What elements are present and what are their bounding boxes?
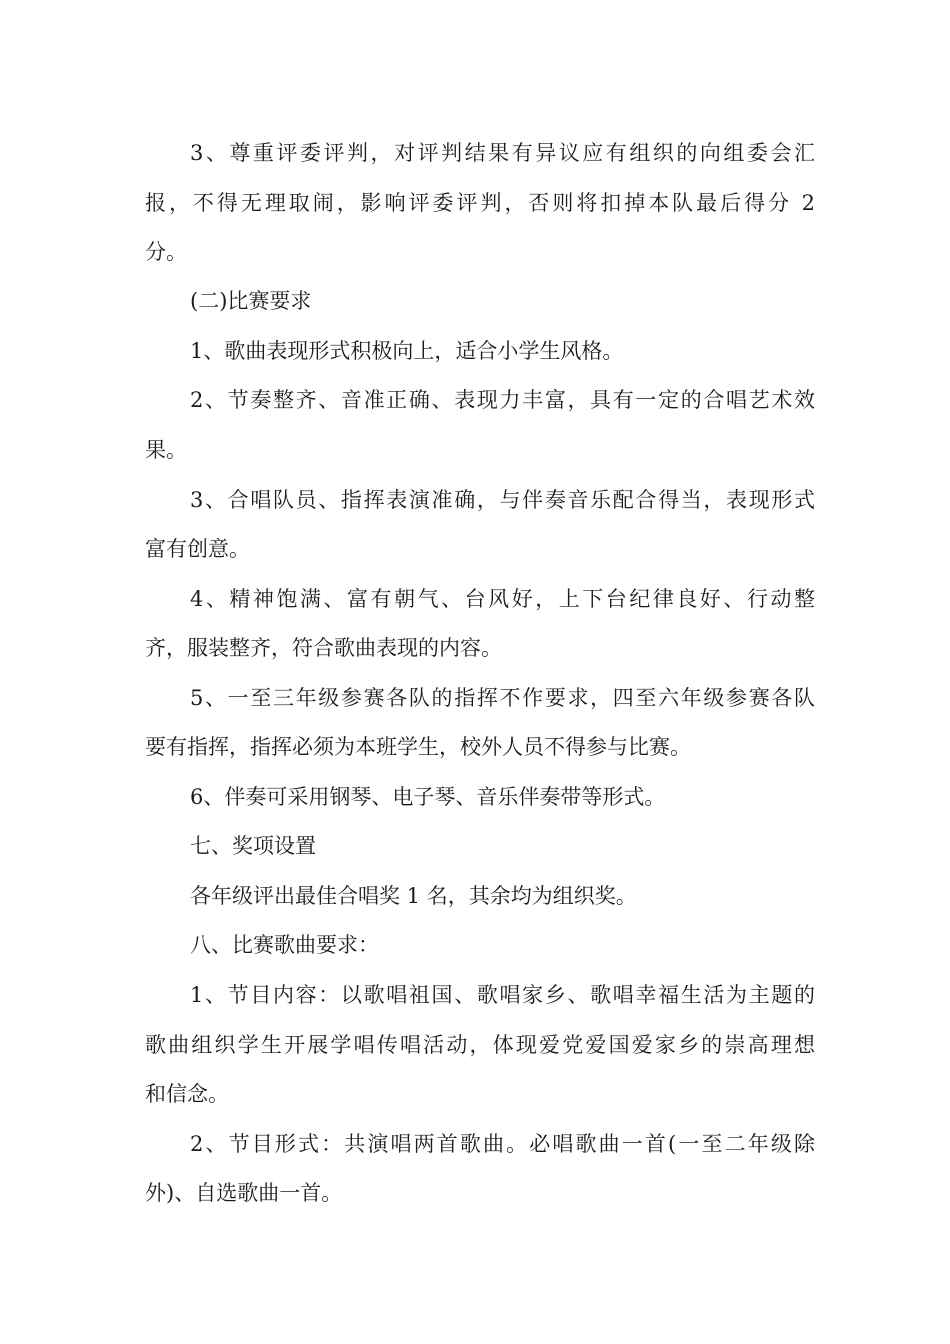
paragraph-line: 外)、自选歌曲一首。	[145, 1181, 343, 1205]
section-heading: 七、奖项设置	[190, 834, 316, 858]
paragraph-line: 报，不得无理取闹，影响评委评判，否则将扣掉本队最后得分 2	[145, 191, 815, 215]
paragraph-line: 富有创意。	[145, 537, 250, 561]
paragraph-line: 分。	[145, 240, 187, 264]
paragraph-line: 5、一至三年级参赛各队的指挥不作要求，四至六年级参赛各队	[190, 686, 815, 710]
paragraph-line: 2、节奏整齐、音准正确、表现力丰富，具有一定的合唱艺术效	[190, 388, 815, 412]
paragraph-line: 3、尊重评委评判，对评判结果有异议应有组织的向组委会汇	[190, 141, 815, 165]
paragraph-line: 齐，服装整齐，符合歌曲表现的内容。	[145, 636, 502, 660]
paragraph-line: 各年级评出最佳合唱奖 1 名，其余均为组织奖。	[190, 884, 637, 908]
paragraph-line: 4、精神饱满、富有朝气、台风好，上下台纪律良好、行动整	[190, 587, 815, 611]
paragraph-line: 和信念。	[145, 1082, 229, 1106]
paragraph-line: 3、合唱队员、指挥表演准确，与伴奏音乐配合得当，表现形式	[190, 488, 815, 512]
paragraph-line: 2、节目形式：共演唱两首歌曲。必唱歌曲一首(一至二年级除	[190, 1132, 815, 1156]
paragraph-line: 6、伴奏可采用钢琴、电子琴、音乐伴奏带等形式。	[190, 785, 666, 809]
paragraph-line: 歌曲组织学生开展学唱传唱活动，体现爱党爱国爱家乡的崇高理想	[145, 1033, 815, 1057]
paragraph-line: 1、节目内容：以歌唱祖国、歌唱家乡、歌唱幸福生活为主题的	[190, 983, 815, 1007]
section-heading: 八、比赛歌曲要求：	[190, 933, 379, 957]
section-heading: (二)比赛要求	[190, 289, 312, 313]
paragraph-line: 果。	[145, 438, 187, 462]
paragraph-line: 要有指挥，指挥必须为本班学生，校外人员不得参与比赛。	[145, 735, 691, 759]
paragraph-line: 1、歌曲表现形式积极向上，适合小学生风格。	[190, 339, 624, 363]
